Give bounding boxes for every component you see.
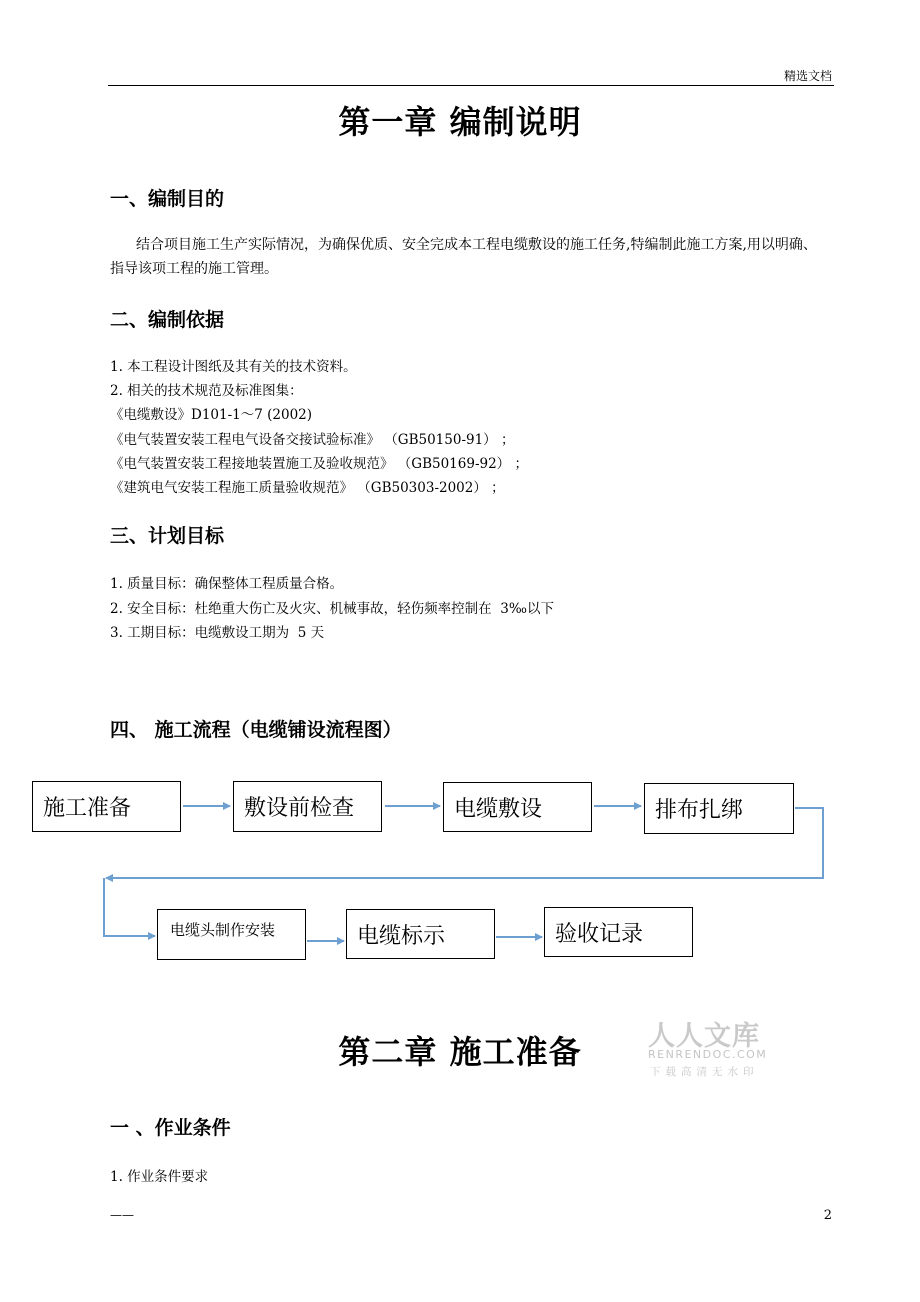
section-flow-title: 四、 施工流程（电缆铺设流程图）	[110, 719, 402, 741]
basis-line: 《建筑电气安装工程施工质量验收规范》 （GB50303-2002） ；	[110, 480, 505, 496]
flow-step-cable-marking: 电缆标示	[346, 909, 495, 959]
flow-step-acceptance: 验收记录	[544, 907, 693, 957]
section-basis-title: 二、编制依据	[110, 309, 225, 331]
footer-dash: ——	[110, 1208, 134, 1222]
flow-step-cable-laying: 电缆敷设	[443, 782, 592, 832]
section-purpose-title: 一、编制目的	[110, 188, 225, 210]
chapter-2-title: 第二章 施工准备	[338, 1033, 582, 1071]
section-conditions-title: 一 、作业条件	[110, 1117, 231, 1139]
chapter-1-title: 第一章 编制说明	[338, 103, 582, 141]
basis-line: 1. 本工程设计图纸及其有关的技术资料。	[110, 359, 357, 375]
section-goals-title: 三、计划目标	[110, 525, 225, 547]
section-purpose-text: 结合项目施工生产实际情况，为确保优质、安全完成本工程电缆敷设的施工任务,特编制此施工方案,用以明确、指导该项工程的施工管理。	[110, 237, 817, 277]
goals-line: 2. 安全目标：杜绝重大伤亡及火灾、机械事故，轻伤频率控制在 3‰以下	[110, 601, 554, 617]
header-label: 精选文档	[783, 69, 832, 83]
basis-line: 2. 相关的技术规范及标准图集：	[110, 383, 303, 399]
flow-step-cable-head: 电缆头制作安装	[157, 909, 306, 960]
basis-line: 《电缆敷设》D101-1～7 (2002)	[110, 407, 313, 423]
watermark-logo-text: 人人文库	[648, 1021, 760, 1052]
conditions-line: 1. 作业条件要求	[110, 1169, 209, 1185]
watermark-slogan: 下载高清无水印	[650, 1066, 759, 1078]
basis-line: 《电气装置安装工程接地装置施工及验收规范》 （GB50169-92） ；	[110, 456, 528, 472]
flow-step-arrange-bind: 排布扎绑	[644, 783, 794, 834]
page-number: 2	[823, 1208, 832, 1223]
flow-step-preparation: 施工准备	[32, 781, 181, 832]
watermark-domain: RENRENDOC.COM	[648, 1048, 768, 1061]
flow-step-pre-check: 敷设前检查	[233, 781, 382, 832]
goals-line: 1. 质量目标：确保整体工程质量合格。	[110, 576, 344, 592]
goals-line: 3. 工期目标：电缆敷设工期为 5 天	[110, 625, 325, 641]
arrow-return-5	[104, 878, 155, 936]
basis-line: 《电气装置安装工程电气设备交接试验标准》 （GB50150-91） ；	[110, 432, 515, 448]
